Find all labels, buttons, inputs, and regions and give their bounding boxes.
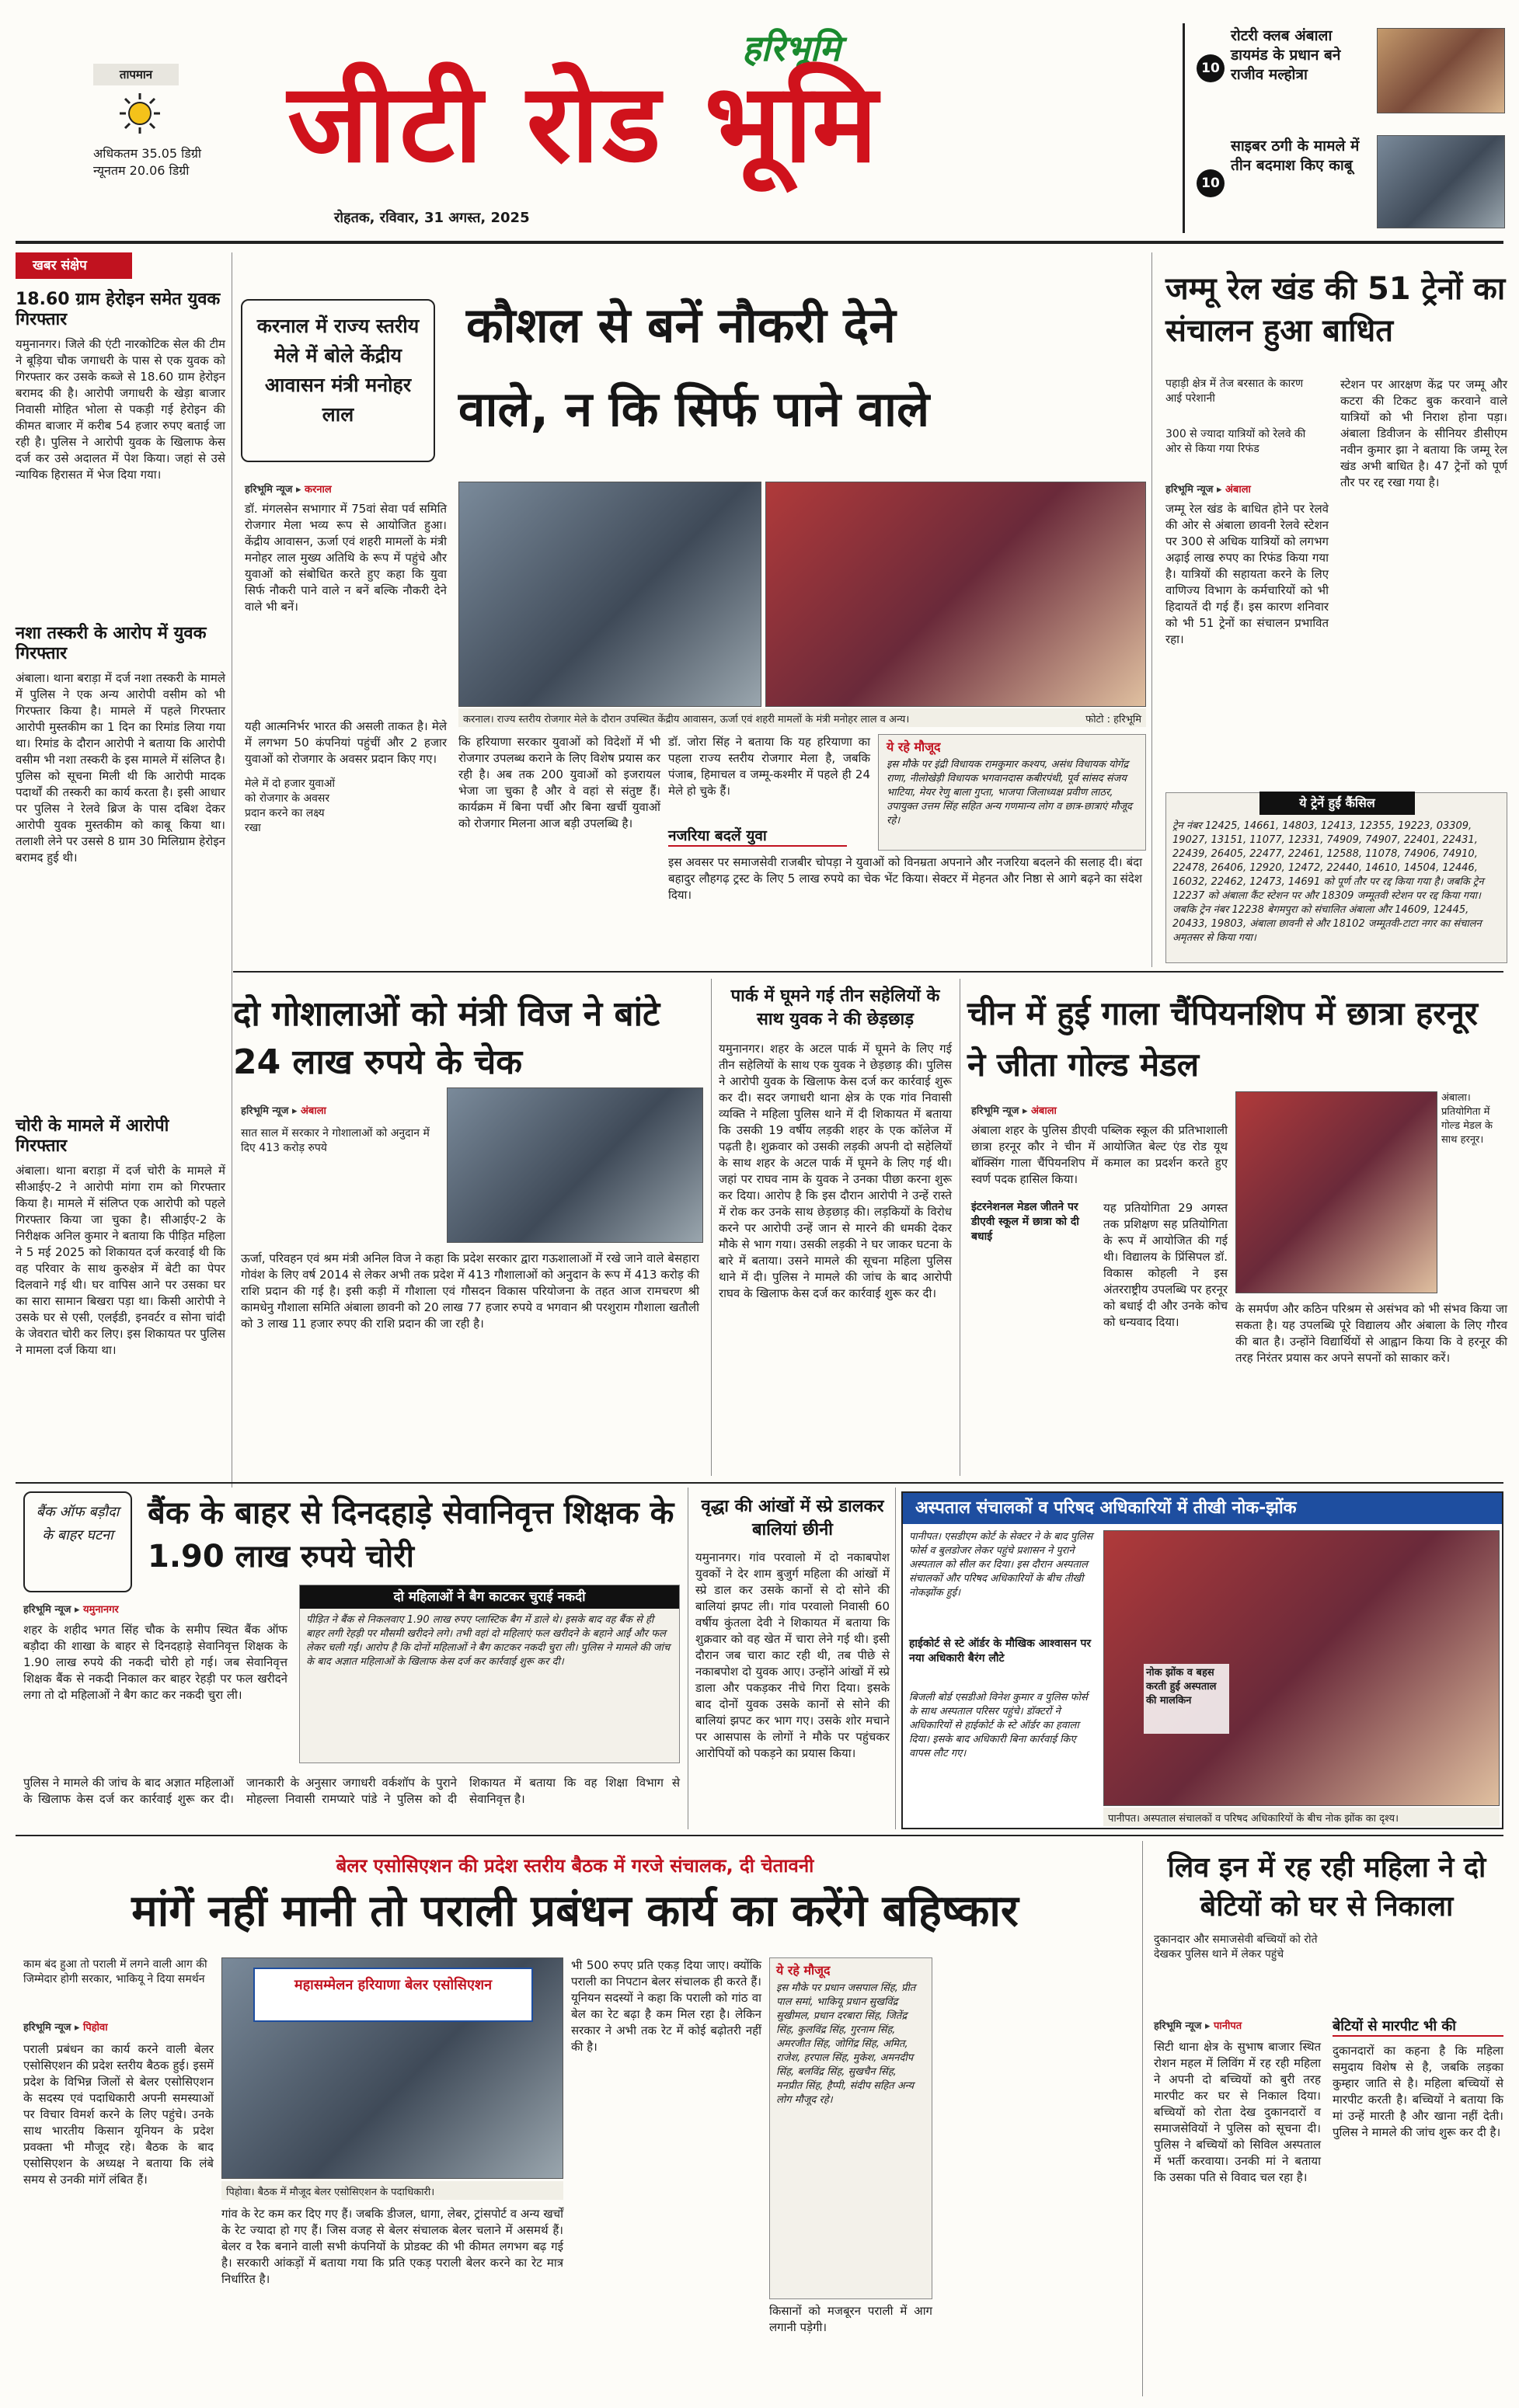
livein-subhead: बेटियों से मारपीट भी की: [1333, 2018, 1503, 2037]
baler-strap: बेलर एसोसिएशन की प्रदेश स्तरीय बैठक में गरजे संचालक, दी चेतावनी: [336, 1855, 814, 1877]
baler-text: पराली प्रबंधन का कार्य करने वाली बेलर एसोसिएशन की प्रदेश स्तरीय बैठक हुई। इसमें प्रदेश के विभिन्न जिलों से बेलर एसोसिएशन के सदस्य एवं पदाधिकारी अपनी समस्याओं पर विचार विमर्श करने के लिए पहुंचे। उनके साथ भारतीय किसान यूनियन के प्रदेश प्रवक्ता भी मौजूद रहे। बैठक के बाद एसोसिएशन के अध्यक्ष ने बताया कि लंबे समय से उनकी मांगें लंबित हैं।: [23, 2042, 214, 2187]
livein-bullet: दुकानदार और समाजसेवी बच्चियों को रोते देखकर पुलिस थाने में लेकर पहुंचे: [1154, 1933, 1318, 1961]
sun-icon: [118, 92, 162, 135]
cancel-title: ये ट्रेनें हुईं कैंसिल: [1259, 792, 1415, 815]
baler-text-2: गांव के रेट कम कर दिए गए हैं। जबकि डीजल, धागा, लेबर, ट्रांसपोर्ट व अन्य खर्चों के रेट ज्यादा हो गए हैं। जिस वजह से बेलर संचालक बेलर चलाने में असमर्थ हैं। बेलर व रैक बनाने वाली सभी कंपनियों के प्रोडक्ट की भी कीमत लगभग बढ़ गई है। सरकारी आंकड़ों में बताया गया कि प्रति एकड़ पराली बेलर करने का रेट मात्र निर्धारित है।: [221, 2207, 563, 2286]
masthead-title: जीटी रोड भूमि: [287, 61, 881, 187]
brief-text: यमुनानगर। जिले की एंटी नारकोटिक सेल की टीम ने बूड़िया चौक जगाधरी के पास से एक युवक को गिरफ्तार कर उसके कब्जे से 18.60 ग्राम हेरोइन बरामद की है। आरोपी जगाधरी के खेड़ा बाजार निवासी मोहित भोला से पकड़ी गई हेरोइन की कीमत बाजार में करीब 54 हजार रुपए बताई जा रही है। पुलिस ने आरोपी युवक के खिलाफ केस दर्ज कर उसे अदालत में पेश किया। जहां से उसे न्यायिक हिरासत में भेज दिया गया।: [16, 337, 225, 482]
vij-photo: [447, 1087, 703, 1243]
china-text-2: यह प्रतियोगिता 29 अगस्त तक प्रशिक्षण सह प्रतियोगिता के रूप में आयोजित की गई थी। विद्यालय के प्रिंसिपल डॉ. विकास कोहली ने इस अंतरराष्ट्रीय उपलब्धि पर हरनूर को बधाई दी और उनके कोच को धन्यवाद दिया।: [1103, 1201, 1228, 1329]
bank-side-label: बैंक ऑफ बड़ौदा के बाहर घटना: [23, 1491, 132, 1592]
lead-subhead: नजरिया बदलें युवा: [668, 827, 847, 847]
lead-kicker: करनाल में राज्य स्तरीय मेले में बोले केंद्रीय आवासन मंत्री मनोहर लाल: [241, 299, 435, 462]
bank-text: शहर के शहीद भगत सिंह चौक के समीप स्थित बैंक ऑफ बड़ौदा की शाखा के बाहर से दिनदहाड़े सेवानिवृत्त शिक्षक के 1.90 लाख रुपये की नकदी चोरी हो गई। जब सेवानिवृत्त शिक्षक बैंक से नकदी निकाल कर बाहर रेहड़ी पर फल खरीदने लगा तो दो महिलाओं ने बैग काट कर नकदी चुरा ली।: [23, 1623, 287, 1702]
vij-headline: दो गोशालाओं को मंत्री विज ने बांटे 24 लाख रुपये के चेक: [233, 994, 660, 1082]
baler-photo: [221, 1957, 563, 2179]
baler-bullet: काम बंद हुआ तो पराली में लगने वाली आग की जिम्मेदार होगी सरकार, भाकियू ने दिया समर्थन: [23, 1958, 207, 1985]
jammu-byline: हरिभूमि न्यूज ▸ अंबाला: [1165, 484, 1251, 496]
present-text: इस मौके पर इंद्री विधायक रामकुमार कश्यप, असंध विधायक योगेंद्र राणा, नीलोखेड़ी विधायक भगवानदास कबीरपंथी, पूर्व सांसद संजय भाटिया, मेयर रेणु बाला गुप्ता, भाजपा जिलाध्यक्ष प्रवीण लाठर, उपायुक्त उत्तम सिंह सहित अन्य गणमान्य लोग व छात्र-छात्राएं मौजूद रहे।: [887, 759, 1132, 826]
jammu-cancel-box: [1165, 792, 1507, 963]
bank-headline: बैंक के बाहर से दिनदहाड़े सेवानिवृत्त शिक्षक के 1.90 लाख रुपये चोरी: [148, 1495, 674, 1575]
elderly-headline: वृद्धा की आंखों में स्प्रे डालकर बालियां छीनी: [701, 1497, 884, 1540]
bank-byline: हरिभूमि न्यूज ▸ यमुनानगर: [23, 1604, 119, 1616]
teaser-page-number: 10: [1197, 169, 1225, 197]
present-label: ये रहे मौजूद: [887, 739, 941, 754]
china-byline: हरिभूमि न्यूज ▸ अंबाला: [971, 1105, 1057, 1117]
lead-photo-2: [765, 482, 1146, 707]
temp-min: न्यूनतम 20.06 डिग्री: [93, 163, 190, 178]
bank-box-title: दो महिलाओं ने बैग काटकर चुराई नकदी: [300, 1585, 679, 1609]
teaser-1[interactable]: [1197, 23, 1507, 120]
livein-text: सिटी थाना क्षेत्र के सुभाष बाजार स्थित रोशन महल में लिविंग में रह रही महिला ने अपनी दो बच्चियों को बुरी तरह मारपीट कर घर से निकाल दिया। बच्चियों को रोता देख दुकानदारों व समाजसेवियों ने पुलिस को सूचना दी। पुलिस ने बच्चियों को सिविल अस्पताल में भर्ती करवाया। उनकी मां ने बताया कि उसका पति से विवाद चल रहा है।: [1154, 2040, 1321, 2184]
section-rule: [233, 971, 1503, 973]
park-headline: पार्क में घूमने गई तीन सहेलियों के साथ युवक ने की छेड़छाड़: [730, 987, 940, 1029]
brief-label: खबर संक्षेप: [16, 252, 132, 279]
elderly-text: यमुनानगर। गांव परवालो में दो नकाबपोश युवकों ने देर शाम बुजुर्ग महिला की आंखों में स्प्रे डाल कर उसके कानों से दो सोने की बालियां झपट ली। गांव परवालो निवासी 60 वर्षीय कुंतला देवी ने शिकायत में बताया कि शुक्रवार को वह खेत में चारा लेने गई थी। इसी दौरान जब चारा काट रही थी, तब पीछे से नकाबपोश दो युवक आए। उन्होंने आंखों में स्प्रे डाला और पकड़कर नीचे गिरा दिया। इसके बाद दोनों युवक उसके कानों से सोने की बालियां झपट कर भाग गए। उसके शोर मचाने पर आसपास के लोगों ने मौके पर पहुंचकर आरोपियों को पकड़ने का प्रयास किया।: [695, 1550, 890, 1760]
vij-byline: हरिभूमि न्यूज ▸ अंबाला: [241, 1105, 326, 1117]
bank-box-text: पीड़ित ने बैंक से निकलवाए 1.90 लाख रुपए प्लास्टिक बैग में डाले थे। इसके बाद वह बैंक से ही बाहर लगी रेहड़ी पर मौसमी खरीदने लगे। तभी वहां दो महिलाएं फल खरीदने के बहाने आईं और फल लेकर चली गईं। आरोप है कि दोनों महिलाओं ने बैग काटकर नकदी चुरा ली। पुलिस ने मामले की जांच के बाद अज्ञात महिलाओं के खिलाफ केस दर्ज कर कार्रवाई शुरू कर दी।: [306, 1614, 671, 1668]
lead-col-1: डॉ. मंगलसेन सभागार में 75वां सेवा पर्व समिति रोजगार मेला भव्य रूप से आयोजित हुआ। केंद्रीय आवासन, ऊर्जा एवं शहरी मामलों के मंत्री मनोहर लाल मुख्य अतिथि के रूप में पहुंचे और युवाओं को संबोधित करते हुए कहा कि युवा सिर्फ नौकरी पाने वाले न बनें बल्कि नौकरी देने वाले भी बनें।: [245, 502, 447, 614]
present-text: इस मौके पर प्रधान जसपाल सिंह, प्रीत पाल समां, भाकियू प्रधान सुखविंद्र सुखीमल, प्रधान दरबारा सिंह, जितेंद्र सिंह, कुलविंद्र सिंह, गुरनाम सिंह, अमरजीत सिंह, जोगिंद्र सिंह, अमित, राजेश, हरपाल सिंह, मुकेश, अमनदीप सिंह, बलविंद्र सिंह, सुखचैन सिंह, मनप्रीत सिंह, हैप्पी, संदीप सहित अन्य लोग मौजूद रहे।: [776, 1982, 916, 2106]
cancel-text: ट्रेन नंबर 12425, 14661, 14803, 12413, 12355, 19223, 03309, 19027, 13151, 11077, 12331, 74909, 74907, 22401, 22431, 22439, 26405, 22477, 22461, 12588, 11078, 74906, 74910, 22478, 26406, 12920, 12472, 22440, 14610, 14504, 12446, 16032, 22462, 12473, 14691 को पूर्ण तौर पर रद्द किया गया है। जबकि ट्रेन 12237 को अंबाला कैंट स्टेशन पर और 18309 जम्मूतवी स्टेशन पर रद्द किया गया। जबकि ट्रेन नंबर 12238 बेगमपुरा को संचालित अंबाला और 14609, 12445, 20433, 19803, अंबाला छावनी से और 18102 जम्मूतवी-टाटा नगर का संचालन अमृतसर से किया गया।: [1172, 820, 1484, 944]
vij-bullet: सात साल में सरकार ने गोशालाओं को अनुदान में दिए 413 करोड़ रुपये: [241, 1127, 430, 1154]
hospital-headline: अस्पताल संचालकों व परिषद अधिकारियों में तीखी नोक-झोंक: [903, 1493, 1502, 1524]
china-bullet: इंटरनेशनल मेडल जीतने पर डीएवी स्कूल में छात्रा को दी बधाई: [971, 1201, 1079, 1243]
china-text: अंबाला शहर के पुलिस डीएवी पब्लिक स्कूल की प्रतिभाशाली छात्रा हरनूर कौर ने चीन में आयोजित बेल्ट एंड रोड यूथ बॉक्सिंग गाला चैंपियनशिप में कमाल का प्रदर्शन करते हुए स्वर्ण पदक हासिल किया।: [971, 1123, 1228, 1186]
lead-headline-line-2: वाले, न कि सिर्फ पाने वाले: [458, 381, 930, 437]
china-headline: चीन में हुई गाला चैंपियनशिप में छात्रा हरनूर ने जीता गोल्ड मेडल: [967, 994, 1478, 1084]
jammu-bullet: पहाड़ी क्षेत्र में तेज बरसात के कारण आई परेशानी: [1165, 378, 1304, 405]
teaser-text: साइबर ठगी के मामले में तीन बदमाश किए काबू: [1231, 137, 1360, 174]
masthead-rule: [16, 241, 1503, 244]
column-divider: [895, 1488, 896, 1829]
jammu-text-2: स्टेशन पर आरक्षण केंद्र पर जम्मू और कटरा की टिकट बुक करवाने वाले यात्रियों को भी निराश होना पड़ा। अंबाला डिवीजन के सीनियर डीसीएम नवीन कुमार झा ने बताया कि जम्मू रेल खंड अभी बाधित है। 47 ट्रेनों को पूर्ण तौर पर रद्द रखा गया है।: [1340, 378, 1507, 489]
baler-present-box: [769, 1957, 932, 2299]
lead-col-2: कि हरियाणा सरकार युवाओं को विदेशों में भी रोजगार उपलब्ध कराने के लिए विशेष प्रयास कर रही है। अब तक 200 युवाओं को इजरायल भेजा जा चुका है और वे वहां से संतुष्ट हैं। कार्यक्रम में बिना पर्ची और बिना खर्ची युवाओं को रोजगार मिलना आज बड़ी उपलब्धि है।: [458, 735, 660, 830]
bank-box: [299, 1585, 680, 1763]
lead-photo-1: [458, 482, 761, 707]
livein-byline: हरिभूमि न्यूज ▸ पानीपत: [1154, 2020, 1242, 2032]
baler-banner: महासम्मेलन हरियाणा बेलर एसोसिएशन: [253, 1968, 533, 2022]
vij-text: ऊर्जा, परिवहन एवं श्रम मंत्री अनिल विज ने कहा कि प्रदेश सरकार द्वारा गऊशालाओं में रखे जाने वाले बेसहारा गोवंश के लिए वर्ष 2014 से लेकर अभी तक प्रदेश में 413 गौशालाओं को अनुदान के रूप में 413 करोड़ की राशि प्रदान की गई है। इसी कड़ी में गौशाला एवं गौसदन विकास परियोजना के तहत आज रामचरण श्री कामधेनु गौशाला समिति अंबाला छावनी को 20 लाख 77 हजार रुपये व भगवान श्री परशुराम गौशाला खतौली को 3 लाख 11 हजार रुपए की राशि प्रदान की जा रही है।: [241, 1251, 699, 1331]
brand-logo: हरिभूमि: [742, 27, 841, 69]
column-divider: [1151, 252, 1152, 967]
jammu-text: जम्मू रेल खंड के बाधित होने पर रेलवे की ओर से अंबाला छावनी रेलवे स्टेशन पर 300 से अधिक यात्रियों को लगभग अढ़ाई लाख रुपए का रिफंड किया गया है। यात्रियों की सहायता करने के लिए वाणिज्य विभाग के कर्मचारियों को भी हिदायतें दी गई हैं। इस कारण शनिवार को भी 51 ट्रेनों का संचालन प्रभावित रहा।: [1165, 502, 1329, 646]
dateline: रोहतक, रविवार, 31 अगस्त, 2025: [334, 210, 530, 226]
bank-text-2: पुलिस ने मामले की जांच के बाद अज्ञात महिलाओं के खिलाफ केस दर्ज कर कार्रवाई शुरू कर दी। जानकारी के अनुसार जगाधरी वर्कशॉप के पुराने मोहल्ला निवासी रामप्यारे पांडे ने पुलिस को दी शिकायत में बताया कि वह शिक्षा विभाग से सेवानिवृत्त है।: [23, 1776, 680, 1806]
hospital-bullet-2: नोक झोंक व बहस करती हुई अस्पताल की मालकिन: [1144, 1664, 1229, 1734]
column-divider: [711, 979, 712, 1476]
teaser-page-number: 10: [1197, 54, 1225, 82]
hospital-bullet: हाईकोर्ट से स्टे ऑर्डर के मौखिक आश्वासन पर नया अधिकारी बैरंग लौटे: [909, 1637, 1092, 1665]
jammu-bullet: 300 से ज्यादा यात्रियों को रेलवे की ओर से किया गया रिफंड: [1165, 428, 1306, 455]
lead-col-1b: यही आत्मनिर्भर भारत की असली ताकत है। मेले में लगभग 50 कंपनियां पहुंचीं और 2 हजार युवाओं को रोजगार के अवसर प्रदान किए गए।: [245, 719, 447, 766]
brief-text: अंबाला। थाना बराड़ा में दर्ज चोरी के मामले में सीआईए-2 ने आरोपी मांगा राम को गिरफ्तार किया है। मामले में संलिप्त एक आरोपी को पहले गिरफ्तार किया जा चुका है। सीआईए-2 के निरीक्षक अनिल कुमार ने बताया कि पीड़ित महिला ने 5 मई 2025 को शिकायत दर्ज करवाई थी कि वह परिवार के साथ कुरुक्षेत्र में बेटी का पेपर दिलवाने गई थी। घर वापिस आने पर उसका घर का सारा सामान बिखरा पड़ा था। किसी आरोपी ने उसके घर से एसी, एलईडी, इनवर्टर व सोना चांदी के जेवरात चोरी कर लिए। इस शिकायत पर पुलिस ने मामला दर्ज किया था।: [16, 1164, 225, 1357]
masthead-divider: [1183, 23, 1185, 233]
lead-caption: करनाल। राज्य स्तरीय रोजगार मेले के दौरान उपस्थित केंद्रीय आवासन, ऊर्जा एवं शहरी मामलों के मंत्री मनोहर लाल व अन्य। फोटो : हरिभूमि: [458, 708, 1146, 727]
column-divider: [1142, 1841, 1143, 2396]
lead-byline: हरिभूमि न्यूज ▸ करनाल: [245, 484, 332, 496]
lead-sub-text: इस अवसर पर समाजसेवी राजबीर चोपड़ा ने युवाओं को विनम्रता अपनाने और नजरिया बदलने की सलाह दी। बंदा बहादुर लौहगढ़ ट्रस्ट के लिए 5 लाख रुपये का चेक भेंट किया। सेक्टर में मेहनत और निष्ठा से आगे बढ़ने का संदेश दिया।: [668, 855, 1142, 902]
park-text: यमुनानगर। शहर के अटल पार्क में घूमने के लिए गई तीन सहेलियों के साथ एक युवक ने छेड़छाड़ की। पुलिस ने आरोपी युवक के खिलाफ केस दर्ज कर कार्रवाई शुरू कर दी। सदर जगाधरी थाना क्षेत्र के एक गांव निवासी व्यक्ति ने महिला पुलिस थाने में दी शिकायत में बताया कि उसकी 19 वर्षीय लड़की शहर के एक कॉलेज में पढ़ती है। शुक्रवार को उसकी लड़की अपनी दो सहेलियों के साथ शहर के अटल पार्क में घूमने के लिए गई थी। जहां पर राघव नाम के युवक ने उनका पीछा करना शुरू कर दिया। आरोप है कि इस दौरान आरोपी ने उन्हें रास्ते में रोक कर उनके साथ छेड़छाड़ की। लड़कियों के विरोध करने पर आरोपी उन्हें जान से मारने की धमकी देकर मौके से भाग गया। उसकी लड़की ने घर जाकर घटना के बारे में बताया। उसने मामले की सूचना महिला पुलिस थाने में दी। पुलिस ने मामले की जांच के बाद आरोपी राघव के खिलाफ केस दर्ज कर कार्रवाई शुरू कर दी।: [719, 1042, 952, 1300]
brief-text: अंबाला। थाना बराड़ा में दर्ज नशा तस्करी के मामले में पुलिस ने एक अन्य आरोपी वसीम को भी गिरफ्तार किया है। मामले में पहले गिरफ्तार आरोपी मुस्तकीम का 1 दिन का रिमांड लिया गया था। रिमांड के दौरान आरोपी ने बताया कि आरोपी वसीम भी नशा तस्करी के इस मामले में संलिप्त है। पुलिस को सूचना मिली थी कि आरोपी मादक पदार्थों की तस्करी का कार्य करता है। इसी आधार पर पुलिस ने रेलवे ब्रिज के पास दबिश देकर आरोपी युवक मुस्तकीम को काबू किया था। तलाशी लेने पर उससे 8 ग्राम 30 मिलिग्राम हेरोइन बरामद हुई थी।: [16, 671, 225, 865]
lead-bullet: मेले में दो हजार युवाओं को रोजगार के अवसर प्रदान करने का लक्ष्य रखा: [245, 778, 336, 834]
temp-max: अधिकतम 35.05 डिग्री: [93, 146, 202, 161]
baler-caption: पिहोवा। बैठक में मौजूद बेलर एसोसिएशन के पदाधिकारी।: [221, 2181, 563, 2200]
teaser-photo: [1377, 135, 1505, 228]
hospital-box: [901, 1491, 1503, 1829]
brief-title: नशा तस्करी के आरोप में युवक गिरफ्तार: [16, 624, 207, 664]
brief-title: 18.60 ग्राम हेरोइन समेत युवक गिरफ्तार: [16, 290, 221, 330]
livein-text-2: दुकानदारों का कहना है कि महिला समुदाय विशेष से है, जबकि लड़का कुम्हार जाति से है। महिला बच्चियों से मारपीट करती है। बच्चियों ने बताया कि मां उन्हें मारती है और खाना नहीं देती। पुलिस ने मामले की जांच शुरू कर दी है।: [1333, 2044, 1503, 2139]
lead-col-3: डॉ. जोरा सिंह ने बताया कि यह हरियाणा का पहला राज्य स्तरीय रोजगार मेला है, जबकि पंजाब, हिमाचल व जम्मू-कश्मीर में पहले ही 24 मेले हो चुके हैं।: [668, 735, 870, 798]
brief-title: चोरी के मामले में आरोपी गिरफ्तार: [16, 1116, 169, 1157]
baler-byline: हरिभूमि न्यूज ▸ पिहोवा: [23, 2022, 108, 2034]
lead-headline-line-1: कौशल से बनें नौकरी देने: [466, 297, 896, 353]
weather-label: तापमान: [93, 64, 179, 85]
lead-present-box: [878, 734, 1146, 851]
jammu-headline: जम्मू रेल खंड की 51 ट्रेनों का संचालन हुआ बाधित: [1165, 271, 1506, 349]
present-label: ये रहे मौजूद: [776, 1963, 831, 1978]
teaser-photo: [1377, 28, 1505, 113]
hospital-text-2: बिजली बोर्ड एसडीओ विनेश कुमार व पुलिस फोर्स के साथ अस्पताल परिसर पहुंचे। डॉक्टरों ने अधिकारियों से हाईकोर्ट के स्टे ऑर्डर का हवाला दिया। इसके बाद अधिकारी बिना कार्रवाई किए वापस लौट गए।: [909, 1692, 1088, 1759]
section-rule: [16, 1482, 1503, 1484]
baler-text-3: भी 500 रुपए प्रति एकड़ दिया जाए। क्योंकि पराली का निपटान बेलर संचालक ही करते हैं। यूनियन सदस्यों ने कहा कि पराली को गांठ वा बेल का रेट बढ़ा है कम मिल रहा है। लेकिन सरकार ने अभी तक रेट में कोई बढ़ोतरी नहीं की है।: [571, 1958, 761, 2054]
brief-column: [16, 252, 225, 1480]
teaser-text: रोटरी क्लब अंबाला डायमंड के प्रधान बने राजीव मल्होत्रा: [1231, 27, 1341, 83]
section-rule: [16, 1835, 1503, 1836]
china-photo-caption: अंबाला। प्रतियोगिता में गोल्ड मेडल के साथ हरनूर।: [1441, 1092, 1493, 1146]
hospital-text: पानीपत। एसडीएम कोर्ट के सेक्टर ने के बाद पुलिस फोर्स व बुलडोजर लेकर पहुंचे प्रशासन ने पुराने अस्पताल को सील कर दिया। इस दौरान अस्पताल संचालकों और परिषद अधिकारियों के बीच तीखी नोकझोंक हुई।: [909, 1531, 1093, 1599]
hospital-caption: पानीपत। अस्पताल संचालकों व परिषद अधिकारियों के बीच नोक झोंक का दृश्य।: [1103, 1808, 1500, 1826]
china-text-3: के समर्पण और कठिन परिश्रम से असंभव को भी संभव किया जा सकता है। यह उपलब्धि पूरे विद्यालय और अंबाला के लिए गौरव की बात है। उन्होंने विद्यार्थियों से आह्वान किया कि वे हरनूर की तरह निरंतर प्रयास कर अपने सपनों को साकार करें।: [1235, 1302, 1507, 1365]
baler-headline: मांगें नहीं मानी तो पराली प्रबंधन कार्य का करेंगे बहिष्कार: [131, 1886, 1019, 1936]
china-photo: [1235, 1091, 1437, 1293]
teaser-2[interactable]: [1197, 130, 1507, 235]
baler-text-4: किसानों को मजबूरन पराली में आग लगानी पड़ेगी।: [769, 2304, 932, 2334]
livein-headline: लिव इन में रह रही महिला ने दो बेटियों को घर से निकाला: [1167, 1852, 1486, 1923]
